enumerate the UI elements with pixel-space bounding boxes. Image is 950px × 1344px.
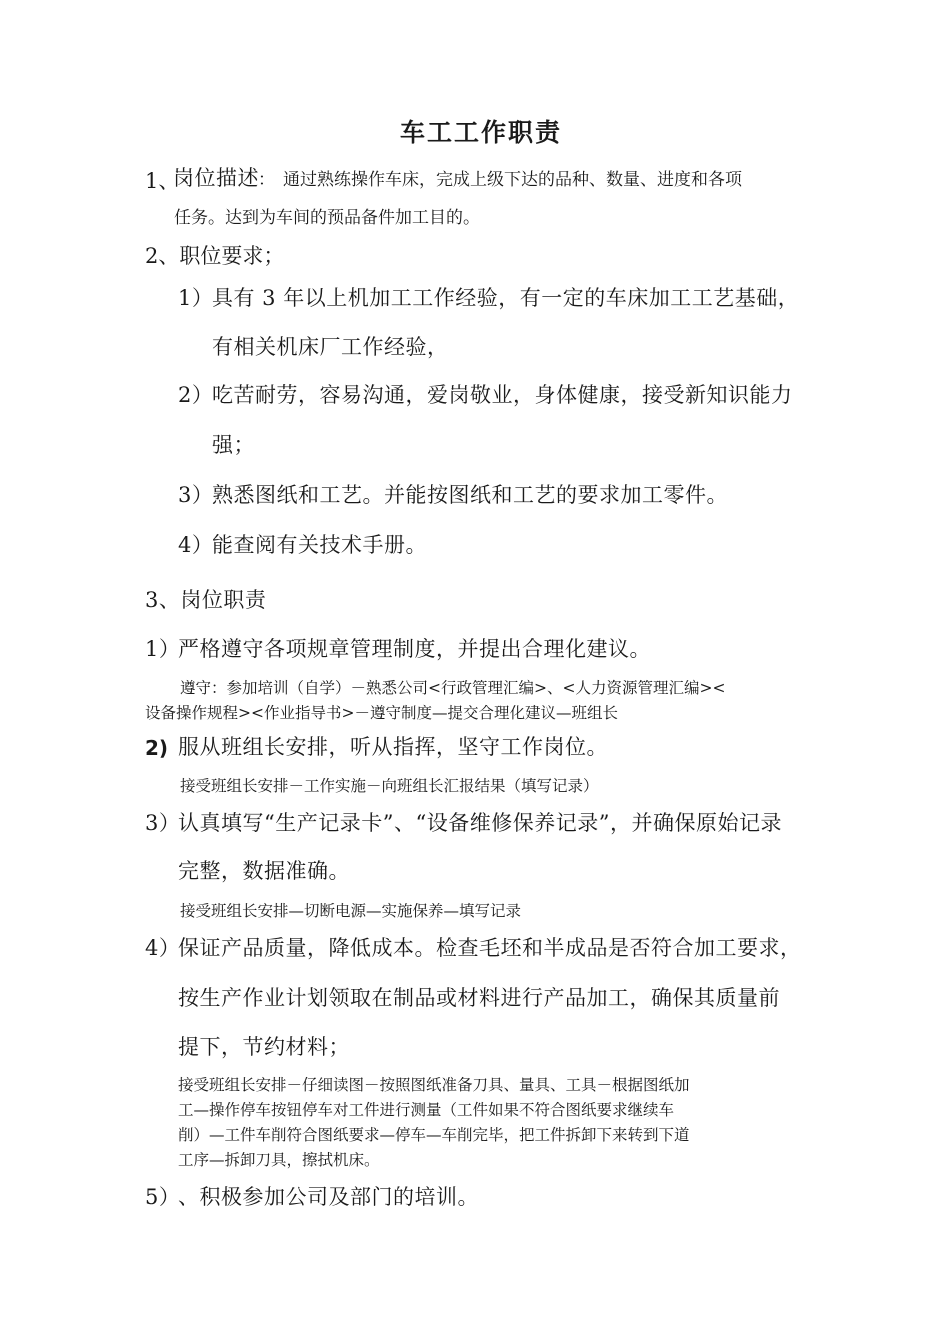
- requirement-1-number: 1）: [178, 286, 214, 310]
- section-1-number: 1、: [145, 169, 180, 193]
- section-1-text-line-1: 通过熟练操作车床，完成上级下达的品种、数量、进度和各项: [283, 170, 742, 190]
- duty-2-number: 2): [145, 736, 169, 760]
- duty-4-note-line-1: 接受班组长安排－仔细读图－按照图纸准备刀具、量具、工具－根据图纸加: [178, 1076, 690, 1094]
- duty-1-note-line-1: 遵守：参加培训（自学）－熟悉公司<行政管理汇编>、<人力资源管理汇编><: [180, 679, 726, 697]
- section-1-colon: ：: [258, 170, 275, 190]
- requirement-4-number: 4）: [178, 533, 214, 557]
- requirement-2-line-1: 吃苦耐劳，容易沟通，爱岗敬业，身体健康，接受新知识能力: [212, 383, 793, 407]
- section-1-text-line-2: 任务。达到为车间的预品备件加工目的。: [174, 208, 480, 228]
- duty-3-text-line-1: 认真填写“生产记录卡”、“设备维修保养记录”，并确保原始记录: [178, 811, 782, 835]
- duty-4-note-line-4: 工序—拆卸刀具，擦拭机床。: [178, 1151, 380, 1169]
- duty-3-note-line-1: 接受班组长安排—切断电源—实施保养—填写记录: [180, 902, 522, 920]
- requirement-2-line-2: 强；: [212, 433, 255, 457]
- duty-1-text: 严格遵守各项规章管理制度，并提出合理化建议。: [178, 637, 651, 661]
- duty-2-note-line-1: 接受班组长安排－工作实施－向班组长汇报结果（填写记录）: [180, 777, 599, 795]
- duty-4-number: 4）: [145, 936, 181, 960]
- duty-2-text: 服从班组长安排，听从指挥，坚守工作岗位。: [178, 735, 608, 759]
- requirement-4-line-1: 能查阅有关技术手册。: [212, 533, 427, 557]
- duty-1-number: 1）: [145, 637, 181, 661]
- section-1-label: 岗位描述: [173, 166, 259, 190]
- duty-4-text-line-1: 保证产品质量，降低成本。检查毛坯和半成品是否符合加工要求，: [178, 936, 802, 960]
- duty-4-note-line-2: 工—操作停车按钮停车对工件进行测量（工件如果不符合图纸要求继续车: [178, 1101, 675, 1119]
- duty-4-text-line-3: 提下，节约材料；: [178, 1035, 350, 1059]
- requirement-2-number: 2）: [178, 383, 214, 407]
- duty-3-number: 3）: [145, 811, 181, 835]
- page-title: 车工工作职责: [400, 118, 563, 147]
- section-3-header: 3、岗位职责: [145, 588, 267, 612]
- duty-4-text-line-2: 按生产作业计划领取在制品或材料进行产品加工，确保其质量前: [178, 986, 780, 1010]
- duty-3-text-line-2: 完整，数据准确。: [178, 859, 350, 883]
- duty-5-text: 、积极参加公司及部门的培训。: [178, 1185, 479, 1209]
- duty-5-number: 5）: [145, 1185, 181, 1209]
- requirement-3-number: 3）: [178, 483, 214, 507]
- requirement-1-line-2: 有相关机床厂工作经验，: [212, 335, 449, 359]
- requirement-3-line-1: 熟悉图纸和工艺。并能按图纸和工艺的要求加工零件。: [212, 483, 728, 507]
- requirement-1-line-1: 具有 3 年以上机加工工作经验，有一定的车床加工工艺基础，: [212, 286, 800, 310]
- duty-4-note-line-3: 削）—工件车削符合图纸要求—停车—车削完毕，把工件拆卸下来转到下道: [178, 1126, 690, 1144]
- duty-1-note-line-2: 设备操作规程><作业指导书>－遵守制度—提交合理化建议—班组长: [145, 704, 618, 722]
- section-2-header: 2、职位要求；: [145, 244, 285, 268]
